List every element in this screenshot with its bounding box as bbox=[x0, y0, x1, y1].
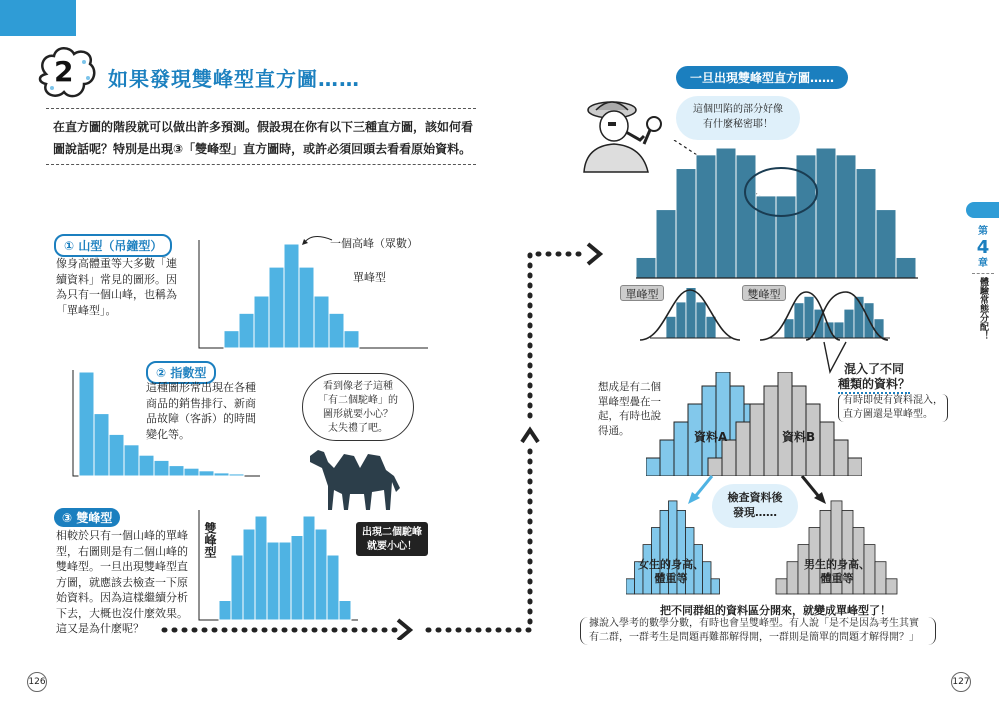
flow-dotted-arrow bbox=[160, 240, 610, 640]
tag-bimodal: 雙峰型 bbox=[742, 285, 786, 301]
histogram-bar bbox=[834, 322, 844, 338]
detective-bubble-line: 這個凹陷的部分好像 bbox=[693, 104, 783, 115]
type3-text-line: 始資料。因為這樣繼續分析 bbox=[56, 591, 188, 604]
histogram-bar bbox=[716, 148, 736, 278]
page-corner-accent bbox=[0, 0, 76, 36]
imagine-text-line: 想成是有二個 bbox=[598, 381, 661, 393]
histogram-bar bbox=[820, 422, 834, 476]
chapter-tab[interactable] bbox=[972, 226, 994, 340]
unimodal-annotation: 單峰型 bbox=[353, 271, 386, 284]
histogram-bar bbox=[856, 169, 876, 278]
histogram-bar bbox=[686, 288, 696, 338]
histogram-bar bbox=[794, 303, 804, 338]
histogram-bar bbox=[711, 579, 720, 594]
histogram-bar bbox=[796, 155, 816, 278]
mixed-note-line: 直方圖還是單峰型。 bbox=[843, 409, 933, 420]
histogram-bar bbox=[848, 458, 862, 476]
camel-bubble-line: 「有二個駝峰」的 bbox=[318, 395, 398, 406]
histogram-bar bbox=[676, 169, 696, 278]
type1-text-line: 「單峰型」。 bbox=[56, 303, 117, 317]
chapter-suffix: 章 bbox=[978, 258, 988, 269]
mixed-question-line: 種類的資料？ bbox=[838, 377, 910, 394]
histogram-bar bbox=[94, 414, 109, 476]
type3-text-line: 下去，大概也沒什麼效果。 bbox=[56, 606, 188, 620]
type3-text-line: 相較於只有一個山峰的單峰 bbox=[56, 529, 188, 542]
intro-bottom-rule bbox=[46, 164, 476, 165]
conclusion-text: 把不同群組的資料區分開來，就變成單峰型了！ bbox=[660, 604, 891, 617]
camel-bubble-line: 看到像老子這種 bbox=[323, 381, 393, 392]
imagine-text-line: 得通。 bbox=[598, 424, 630, 437]
exam-note-line: 有二群，一群考生是問題再難都解得開，一群則是簡單的問題才解得開？」 bbox=[589, 632, 919, 643]
histogram-bar bbox=[124, 445, 139, 476]
data-ab-histograms bbox=[646, 372, 862, 476]
histogram-bar bbox=[778, 372, 792, 476]
histogram-bar bbox=[816, 148, 836, 278]
female-label-line: 女生的身高、 bbox=[638, 558, 704, 571]
type3-text-line: 方圖，就應該去檢查一下原 bbox=[56, 575, 188, 589]
male-label bbox=[796, 558, 878, 586]
type1-text-line: 像身高體重等大多數「連 bbox=[56, 257, 177, 270]
histogram-bar bbox=[674, 422, 688, 476]
intro-line-2: 圖說話呢？特別是出現③「雙峰型」直方圖時，或許必須回頭去看看原始資料。 bbox=[53, 142, 472, 156]
histogram-bar bbox=[656, 210, 676, 278]
data-a-label: 資料A bbox=[694, 430, 728, 444]
histogram-bar bbox=[876, 210, 896, 278]
imagine-text-line: 起，有時也說 bbox=[598, 410, 661, 422]
mixed-question-line: 混入了不同 bbox=[844, 362, 905, 376]
female-label-line: 體重等 bbox=[654, 572, 688, 585]
type2-text-line: 品故障（客訴）的時間 bbox=[146, 412, 256, 425]
female-label bbox=[630, 558, 712, 586]
camel-note-line: 就要小心！ bbox=[367, 541, 417, 552]
right-header: 一旦出現雙峰型直方圖…… bbox=[676, 66, 848, 89]
histogram-bar bbox=[696, 155, 716, 278]
section-title: 如果發現雙峰型直方圖…… bbox=[108, 67, 360, 91]
histogram-bar bbox=[646, 458, 660, 476]
peak-annotation: 一個高峰（眾數） bbox=[330, 237, 418, 250]
section-number: 2 bbox=[54, 55, 74, 88]
type2-text-line: 商品的銷售排行、新商 bbox=[146, 396, 256, 410]
type1-label: ① 山型（吊鐘型） bbox=[54, 234, 172, 257]
male-label-line: 體重等 bbox=[820, 572, 854, 585]
detective-bubble bbox=[676, 96, 800, 140]
histogram-bimodal-large bbox=[636, 140, 918, 280]
chapter-title: 體驗常態分配！ bbox=[978, 277, 988, 340]
histogram-bar bbox=[79, 372, 94, 476]
histogram-bar bbox=[750, 404, 764, 476]
intro-top-rule bbox=[46, 108, 476, 109]
intro-line-1: 在直方圖的階段就可以做出許多預測。假設現在你有以下三種直方圖，該如何看 bbox=[53, 120, 474, 134]
exam-note bbox=[580, 617, 936, 645]
histogram-bar bbox=[836, 155, 856, 278]
histogram-bar bbox=[666, 316, 676, 338]
chapter-prefix: 第 bbox=[978, 226, 988, 237]
bimodal-vertical-label: 雙峰型 bbox=[203, 522, 217, 558]
histogram-bar bbox=[660, 440, 674, 476]
histogram-bar bbox=[636, 257, 656, 278]
check-bubble-line: 發現…… bbox=[733, 506, 777, 519]
male-label-line: 男生的身高、 bbox=[804, 558, 870, 571]
type1-text-line: 為只有一個山峰，也稱為 bbox=[56, 288, 177, 301]
camel-note-line: 出現二個駝峰 bbox=[362, 527, 422, 538]
page-number-left: 126 bbox=[27, 672, 47, 692]
histogram-bar bbox=[784, 319, 794, 338]
histogram-bar bbox=[896, 257, 916, 278]
histogram-bar bbox=[776, 196, 796, 278]
check-bubble-line: 檢查資料後 bbox=[727, 491, 783, 504]
histogram-bar bbox=[736, 155, 756, 278]
chapter-tab-accent bbox=[966, 202, 999, 218]
histogram-bar bbox=[886, 579, 897, 594]
histogram-bar bbox=[844, 309, 854, 338]
page-number-right: 127 bbox=[951, 672, 971, 692]
histogram-bar bbox=[776, 579, 787, 594]
exam-note-line: 據說入學考的數學分數，有時也會呈雙峰型。有人說「是不是因為考生其實 bbox=[589, 618, 919, 629]
type3-label: ③ 雙峰型 bbox=[54, 508, 120, 527]
chapter-number: 4 bbox=[976, 237, 990, 258]
mixed-note-line: 有時即使有資料混入， bbox=[843, 395, 943, 406]
histogram-bar bbox=[696, 302, 706, 338]
type3-text-line: 這又是為什麼呢？ bbox=[56, 622, 144, 635]
histogram-bar bbox=[676, 302, 686, 338]
camel-bubble-line: 圖形就要小心？ bbox=[323, 409, 393, 420]
type2-label: ② 指數型 bbox=[146, 361, 216, 384]
imagine-text-line: 單峰型疊在一 bbox=[598, 395, 661, 408]
histogram-bar bbox=[139, 455, 154, 476]
histogram-bar bbox=[109, 434, 124, 476]
type2-text-line: 變化等。 bbox=[146, 427, 190, 441]
histogram-bar bbox=[756, 196, 776, 278]
histogram-bar bbox=[804, 296, 814, 338]
type3-text-line: 雙峰型。一旦出現雙峰型直 bbox=[56, 560, 188, 573]
type2-text-line: 這種圖形常出現在各種 bbox=[146, 381, 256, 394]
histogram-bar bbox=[736, 422, 750, 476]
camel-bubble-line: 太失禮了吧。 bbox=[328, 423, 388, 434]
histogram-bar bbox=[764, 386, 778, 476]
data-b-label: 資料B bbox=[782, 430, 816, 444]
histogram-bar bbox=[706, 316, 716, 338]
tag-unimodal: 單峰型 bbox=[620, 285, 664, 301]
type1-text-line: 續資料」常見的圖形。因 bbox=[56, 272, 177, 286]
type3-text-line: 型，右圖則是有二個山峰的 bbox=[56, 544, 188, 558]
detective-bubble-line: 有什麼秘密耶！ bbox=[703, 119, 773, 130]
